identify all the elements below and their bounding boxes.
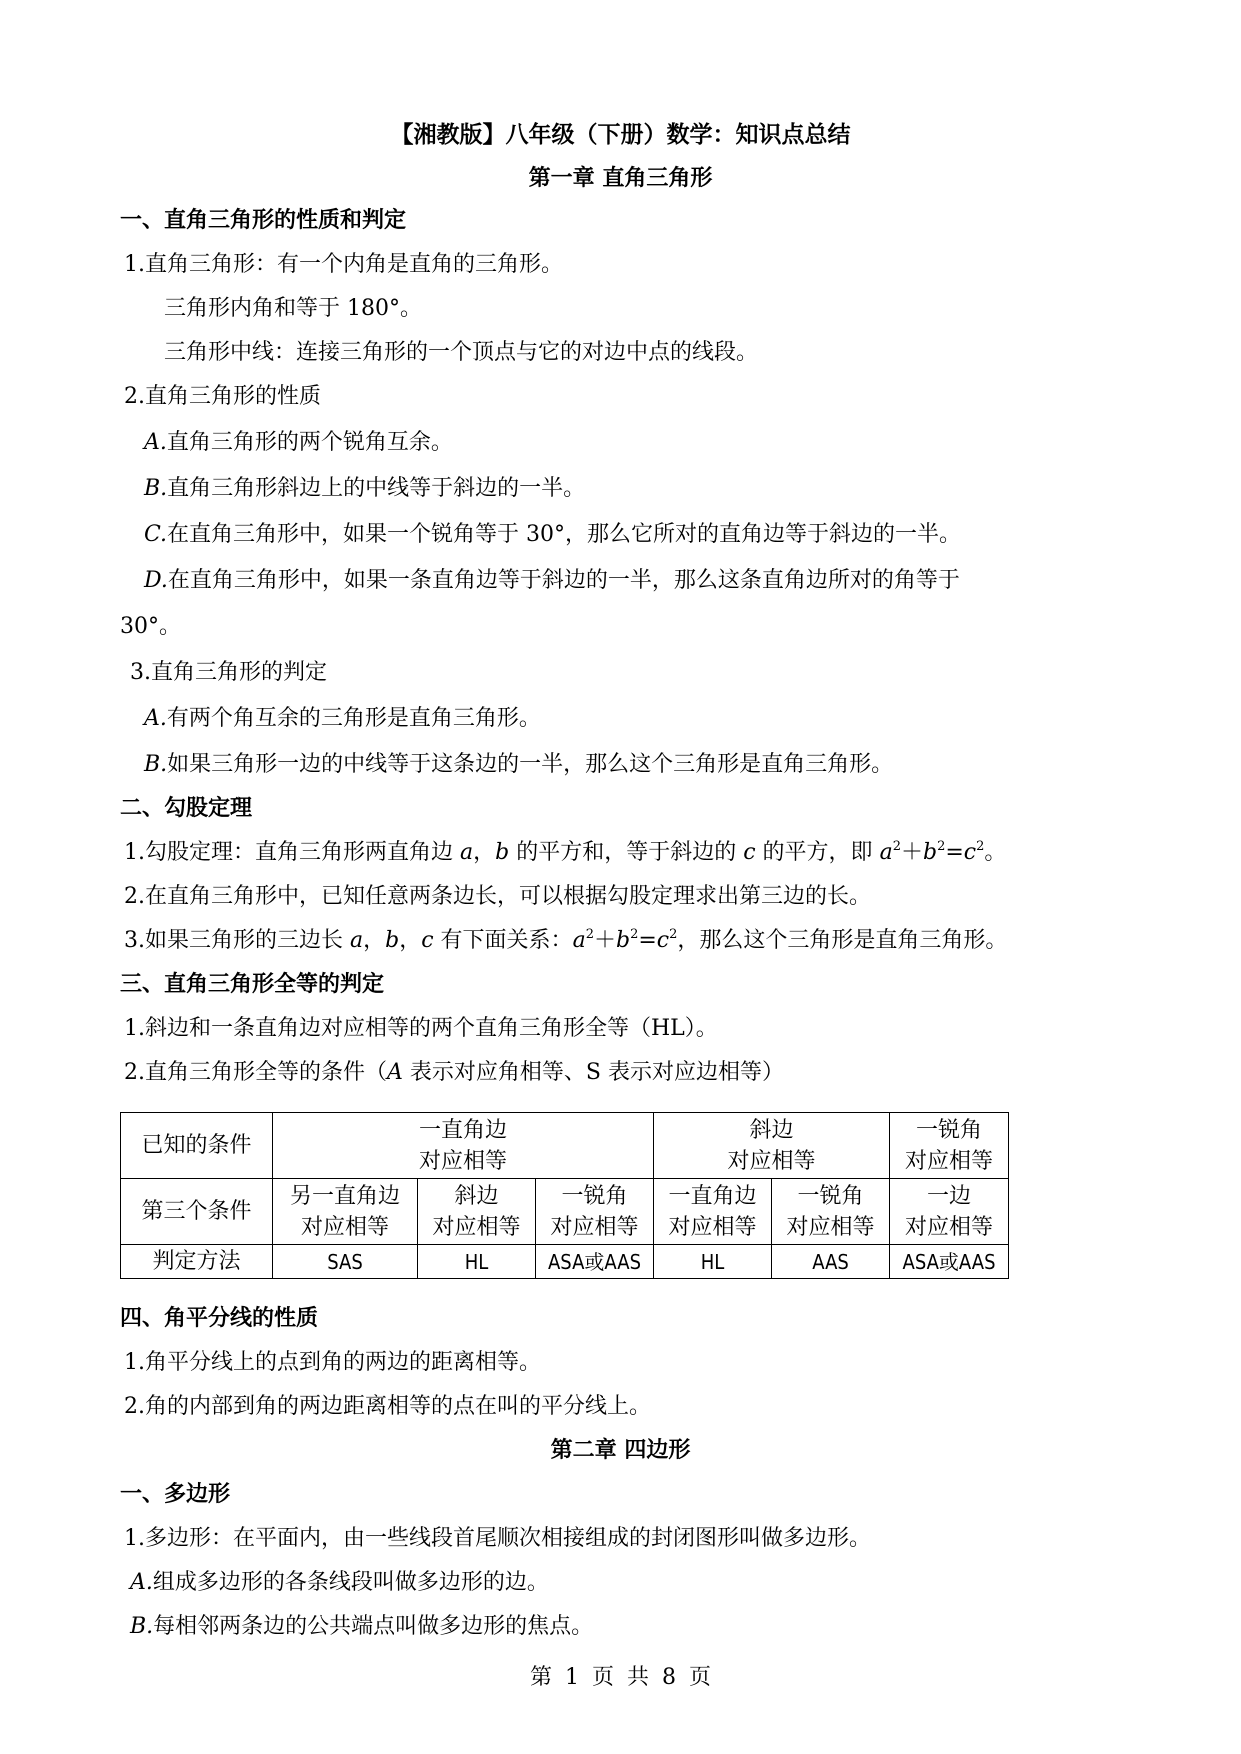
cell-line: 对应相等 [668, 1214, 757, 1240]
section-3-heading: 三、直角三角形全等的判定 [120, 972, 385, 997]
exponent: 2 [585, 927, 594, 942]
item-letter: D. [144, 568, 168, 593]
text: 2.直角三角形全等的条件（ [124, 1060, 387, 1085]
item-letter: C. [144, 522, 168, 547]
paragraph: 1.角平分线上的点到角的两边的距离相等。 [124, 1350, 541, 1375]
table-cell: SAS [273, 1245, 418, 1279]
table-cell: HL [418, 1245, 536, 1279]
list-item [130, 1612, 593, 1642]
exponent: 2 [892, 839, 901, 854]
exponent: 2 [937, 839, 946, 854]
text: 1.勾股定理：直角三角形两直角边 [124, 840, 460, 865]
table-row [121, 1245, 1009, 1279]
text: 表示对应角相等、S 表示对应边相等） [402, 1060, 784, 1085]
formula-paragraph [124, 838, 1006, 868]
var-c: c [421, 928, 434, 953]
item-letter: A. [130, 1570, 153, 1595]
var-a: a [879, 840, 893, 865]
equals-sign: = [638, 928, 657, 953]
text: 的平方，即 [755, 840, 880, 865]
item-letter: B. [144, 476, 168, 501]
table-cell [654, 1179, 772, 1245]
table-cell: AAS [772, 1245, 890, 1279]
table-cell: ASA或AAS [890, 1245, 1009, 1279]
comma: ， [399, 928, 422, 953]
cell-line: 对应相等 [432, 1214, 521, 1240]
cell-line: 斜边 [749, 1117, 794, 1143]
paragraph: 三角形中线：连接三角形的一个顶点与它的对边中点的线段。 [164, 340, 759, 365]
period: 。 [984, 840, 1007, 865]
cell-line: 另一直角边 [289, 1183, 400, 1209]
table-row [121, 1113, 1009, 1179]
item-letter: A. [144, 706, 167, 731]
paragraph: 2.直角三角形的性质 [124, 384, 321, 409]
var-b: b [385, 928, 400, 953]
item-letter: B. [130, 1614, 154, 1639]
var-b: b [495, 840, 510, 865]
table-row [121, 1179, 1009, 1245]
var-c: c [656, 928, 670, 953]
text: 的平方和，等于斜边的 [509, 840, 744, 865]
plus-sign: ＋ [593, 928, 616, 953]
list-item [144, 474, 585, 504]
table-cell [273, 1179, 418, 1245]
table-cell [772, 1179, 890, 1245]
comma: ， [363, 928, 386, 953]
cell-line: 对应相等 [905, 1148, 994, 1174]
paragraph: 2.在直角三角形中，已知任意两条边长，可以根据勾股定理求出第三边的长。 [124, 884, 871, 909]
list-item [144, 520, 961, 550]
item-letter: B. [144, 752, 168, 777]
equals-sign: = [945, 840, 964, 865]
list-item [144, 704, 541, 734]
formula-paragraph [124, 926, 1007, 956]
paragraph: 三角形内角和等于 180°。 [164, 296, 422, 321]
paragraph: 1.多边形：在平面内，由一些线段首尾顺次相接组成的封闭图形叫做多边形。 [124, 1526, 871, 1551]
chapter-2-heading: 第二章 四边形 [550, 1438, 691, 1463]
cell-line: 一直角边 [668, 1183, 757, 1209]
document-title: 【湘教版】八年级（下册）数学：知识点总结 [390, 122, 851, 148]
section-2-heading: 二、勾股定理 [120, 796, 253, 821]
item-text: 组成多边形的各条线段叫做多边形的边。 [152, 1570, 549, 1595]
cell-line: 对应相等 [786, 1214, 875, 1240]
paragraph [124, 1058, 784, 1088]
table-cell: ASA或AAS [536, 1245, 654, 1279]
table-cell [536, 1179, 654, 1245]
table-cell: HL [654, 1245, 772, 1279]
cell-line: 对应相等 [727, 1148, 816, 1174]
item-text: 直角三角形斜边上的中线等于斜边的一半。 [167, 476, 586, 501]
cell-line: 对应相等 [418, 1148, 507, 1174]
cell-line: 对应相等 [300, 1214, 389, 1240]
chapter-2-section-1-heading: 一、多边形 [120, 1482, 231, 1507]
var-a: a [349, 928, 364, 953]
cell-line: 一直角边 [418, 1117, 507, 1143]
cell-line: 一锐角 [561, 1183, 628, 1209]
paragraph: 30°。 [120, 614, 181, 639]
list-item [144, 750, 893, 780]
text: ，那么这个三角形是直角三角形。 [677, 928, 1008, 953]
exponent: 2 [630, 927, 639, 942]
paragraph: 3.直角三角形的判定 [130, 660, 327, 685]
list-item [144, 428, 453, 458]
table-row-label: 已知的条件 [121, 1113, 273, 1179]
item-text: 直角三角形的两个锐角互余。 [166, 430, 453, 455]
table-cell [890, 1179, 1009, 1245]
cell-line: 斜边 [454, 1183, 499, 1209]
var-c: c [963, 840, 977, 865]
table-cell [418, 1179, 536, 1245]
cell-line: 一锐角 [916, 1117, 983, 1143]
var-A: A [387, 1060, 403, 1085]
paragraph: 1.直角三角形：有一个内角是直角的三角形。 [124, 252, 563, 277]
var-c: c [743, 840, 756, 865]
congruence-conditions-table [120, 1112, 1009, 1279]
page-footer: 第 1 页 共 8 页 [530, 1665, 711, 1690]
table-cell [273, 1113, 654, 1179]
exponent: 2 [976, 839, 985, 854]
list-item [130, 1568, 549, 1598]
item-text: 在直角三角形中，如果一条直角边等于斜边的一半，那么这条直角边所对的角等于 [167, 568, 960, 593]
table-cell [654, 1113, 890, 1179]
cell-line: 一边 [927, 1183, 972, 1209]
plus-sign: ＋ [900, 840, 923, 865]
text: 3.如果三角形的三边长 [124, 928, 350, 953]
cell-line: 对应相等 [550, 1214, 639, 1240]
cell-line: 对应相等 [905, 1214, 994, 1240]
chapter-1-heading: 第一章 直角三角形 [528, 166, 713, 191]
item-text: 如果三角形一边的中线等于这条边的一半，那么这个三角形是直角三角形。 [167, 752, 894, 777]
paragraph: 1.斜边和一条直角边对应相等的两个直角三角形全等（HL）。 [124, 1016, 718, 1041]
item-letter: A. [144, 430, 167, 455]
var-b: b [922, 840, 938, 865]
comma: ， [473, 840, 496, 865]
section-1-heading: 一、直角三角形的性质和判定 [120, 208, 407, 233]
exponent: 2 [669, 927, 678, 942]
text: 有下面关系： [433, 928, 573, 953]
section-4-heading: 四、角平分线的性质 [120, 1306, 319, 1331]
item-text: 有两个角互余的三角形是直角三角形。 [166, 706, 541, 731]
table-row-label: 第三个条件 [121, 1179, 273, 1245]
item-text: 在直角三角形中，如果一个锐角等于 30°，那么它所对的直角边等于斜边的一半。 [167, 522, 962, 547]
var-a: a [460, 840, 474, 865]
list-item [144, 566, 960, 596]
paragraph: 2.角的内部到角的两边距离相等的点在叫的平分线上。 [124, 1394, 651, 1419]
item-text: 每相邻两条边的公共端点叫做多边形的焦点。 [153, 1614, 594, 1639]
cell-line: 一锐角 [797, 1183, 864, 1209]
table-cell [890, 1113, 1009, 1179]
table-row-label: 判定方法 [121, 1245, 273, 1279]
var-a: a [572, 928, 586, 953]
var-b: b [615, 928, 631, 953]
